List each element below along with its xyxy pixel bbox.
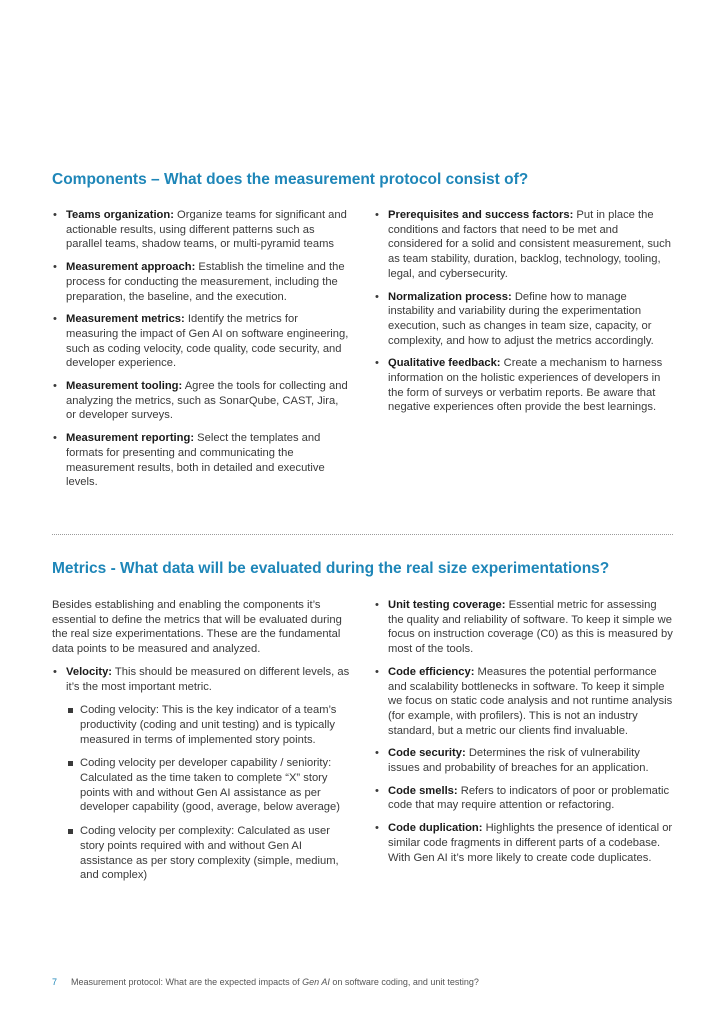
item-text: This should be measured on different levels, as it’s the most important metric. xyxy=(66,665,350,693)
item-term: Code duplication: xyxy=(388,822,483,835)
footer-text: Measurement protocol: What are the expected impacts of xyxy=(71,977,303,987)
velocity-sublist xyxy=(66,703,350,883)
list-item xyxy=(374,208,674,282)
item-term: Code security: xyxy=(388,747,466,760)
item-text: Essential metric for assessing the quality and reliability of software. To keep it simple we focus on instruction coverage (C0) as this is measured by most of the tools. xyxy=(388,599,673,656)
item-text: Determines the risk of vulnerability issues and probability of breaches for an application. xyxy=(388,747,649,775)
item-text: Refers to indicators of poor or problematic code that may require attention or refactoring. xyxy=(388,784,670,812)
metrics-left-column xyxy=(52,598,350,892)
list-item-velocity xyxy=(52,665,350,883)
sub-list-item: Coding velocity per complexity: Calculated as user story points required with and without Gen AI assistance as per story complexity (simple, medium, and complex) xyxy=(66,824,350,883)
list-item xyxy=(52,260,350,304)
components-left-column xyxy=(52,208,350,498)
metrics-intro: Besides establishing and enabling the components it’s essential to define the metrics that will be evaluated during the real size experimentations. These are the fundamental data points to be measured and analyzed. xyxy=(52,599,342,656)
list-item xyxy=(52,312,350,371)
item-text: Identify the metrics for measuring the impact of Gen AI on software engineering, such as coding velocity, code quality, code security, and developer experience. xyxy=(66,313,349,370)
page-footer xyxy=(52,977,479,987)
list-item xyxy=(374,784,674,813)
item-term: Qualitative feedback: xyxy=(388,357,501,370)
sub-list-item: Coding velocity per developer capability / seniority: Calculated as the time taken to complete “X” story points with and without Gen AI assistance as per developer capability (good, average, below average) xyxy=(66,756,350,815)
item-text: Put in place the conditions and factors that need to be met and considered for a solid and consistent measurement, such as team stability, duration, backlog, technology, tooling, legal, and cybersecurity. xyxy=(388,209,671,280)
list-item xyxy=(52,208,350,252)
page-number: 7 xyxy=(52,977,58,987)
list-item xyxy=(374,290,674,349)
item-text: Highlights the presence of identical or similar code fragments in different parts of a codebase. With Gen AI it’s more likely to create code duplicates. xyxy=(388,822,673,864)
item-text: Select the templates and formats for presenting and communicating the measurement results, both in detailed and executive levels. xyxy=(66,432,325,489)
item-text: Agree the tools for collecting and analyzing the metrics, such as SonarQube, CAST, Jira, or developer surveys. xyxy=(66,380,348,422)
item-term: Measurement reporting: xyxy=(66,432,195,445)
footer-italic-text: Gen AI xyxy=(302,977,330,987)
item-text: Create a mechanism to harness information on the holistic experiences of developers in the form of surveys or verbatim reports. Be aware that negative experiences often provide the best learnings. xyxy=(388,357,663,414)
item-term: Teams organization: xyxy=(66,209,174,221)
list-item xyxy=(374,598,674,657)
item-term: Measurement tooling: xyxy=(66,380,183,393)
item-text: Define how to manage instability and variability during the experimentation execution, such as changes in team size, capacity, or complexity, and how to adjust the metrics accordingly. xyxy=(388,290,654,347)
metrics-right-column xyxy=(374,598,674,873)
list-item xyxy=(52,379,350,423)
components-right-column xyxy=(374,208,674,423)
sub-list-item: Coding velocity: This is the key indicator of a team’s productivity (coding and unit testing) and is typically measured in terms of implemented story points. xyxy=(66,703,350,747)
components-title: Components – What does the measurement protocol consist of? xyxy=(52,171,529,188)
item-text: Establish the timeline and the process for conducting the measurement, including the preparation, the baseline, and the execution. xyxy=(66,261,345,303)
list-item xyxy=(52,431,350,490)
list-item xyxy=(374,746,674,775)
metrics-title: Metrics - What data will be evaluated during the real size experimentations? xyxy=(52,560,610,577)
list-item xyxy=(374,356,674,415)
item-term: Normalization process: xyxy=(388,290,512,303)
item-term: Measurement approach: xyxy=(66,261,196,274)
item-text: Organize teams for significant and actionable results, using different patterns such as parallel teams, shadow teams, or multi-pyramid teams xyxy=(66,209,347,251)
item-text: Measures the potential performance and scalability bottlenecks in software. To keep it simple we focus on static code analysis and not runtime analysis (for example, with profilers). This is not an industry standard, but a metric our clients find invaluable. xyxy=(388,665,673,737)
item-term: Code efficiency: xyxy=(388,665,475,678)
item-term: Prerequisites and success factors: xyxy=(388,209,574,221)
list-item xyxy=(374,821,674,865)
item-term: Measurement metrics: xyxy=(66,313,185,326)
item-term: Unit testing coverage: xyxy=(388,599,506,611)
section-divider xyxy=(52,534,673,535)
item-term: Code smells: xyxy=(388,784,458,797)
list-item xyxy=(374,665,674,739)
footer-text-end: on software coding, and unit testing? xyxy=(329,977,479,987)
item-term: Velocity: xyxy=(66,665,113,678)
